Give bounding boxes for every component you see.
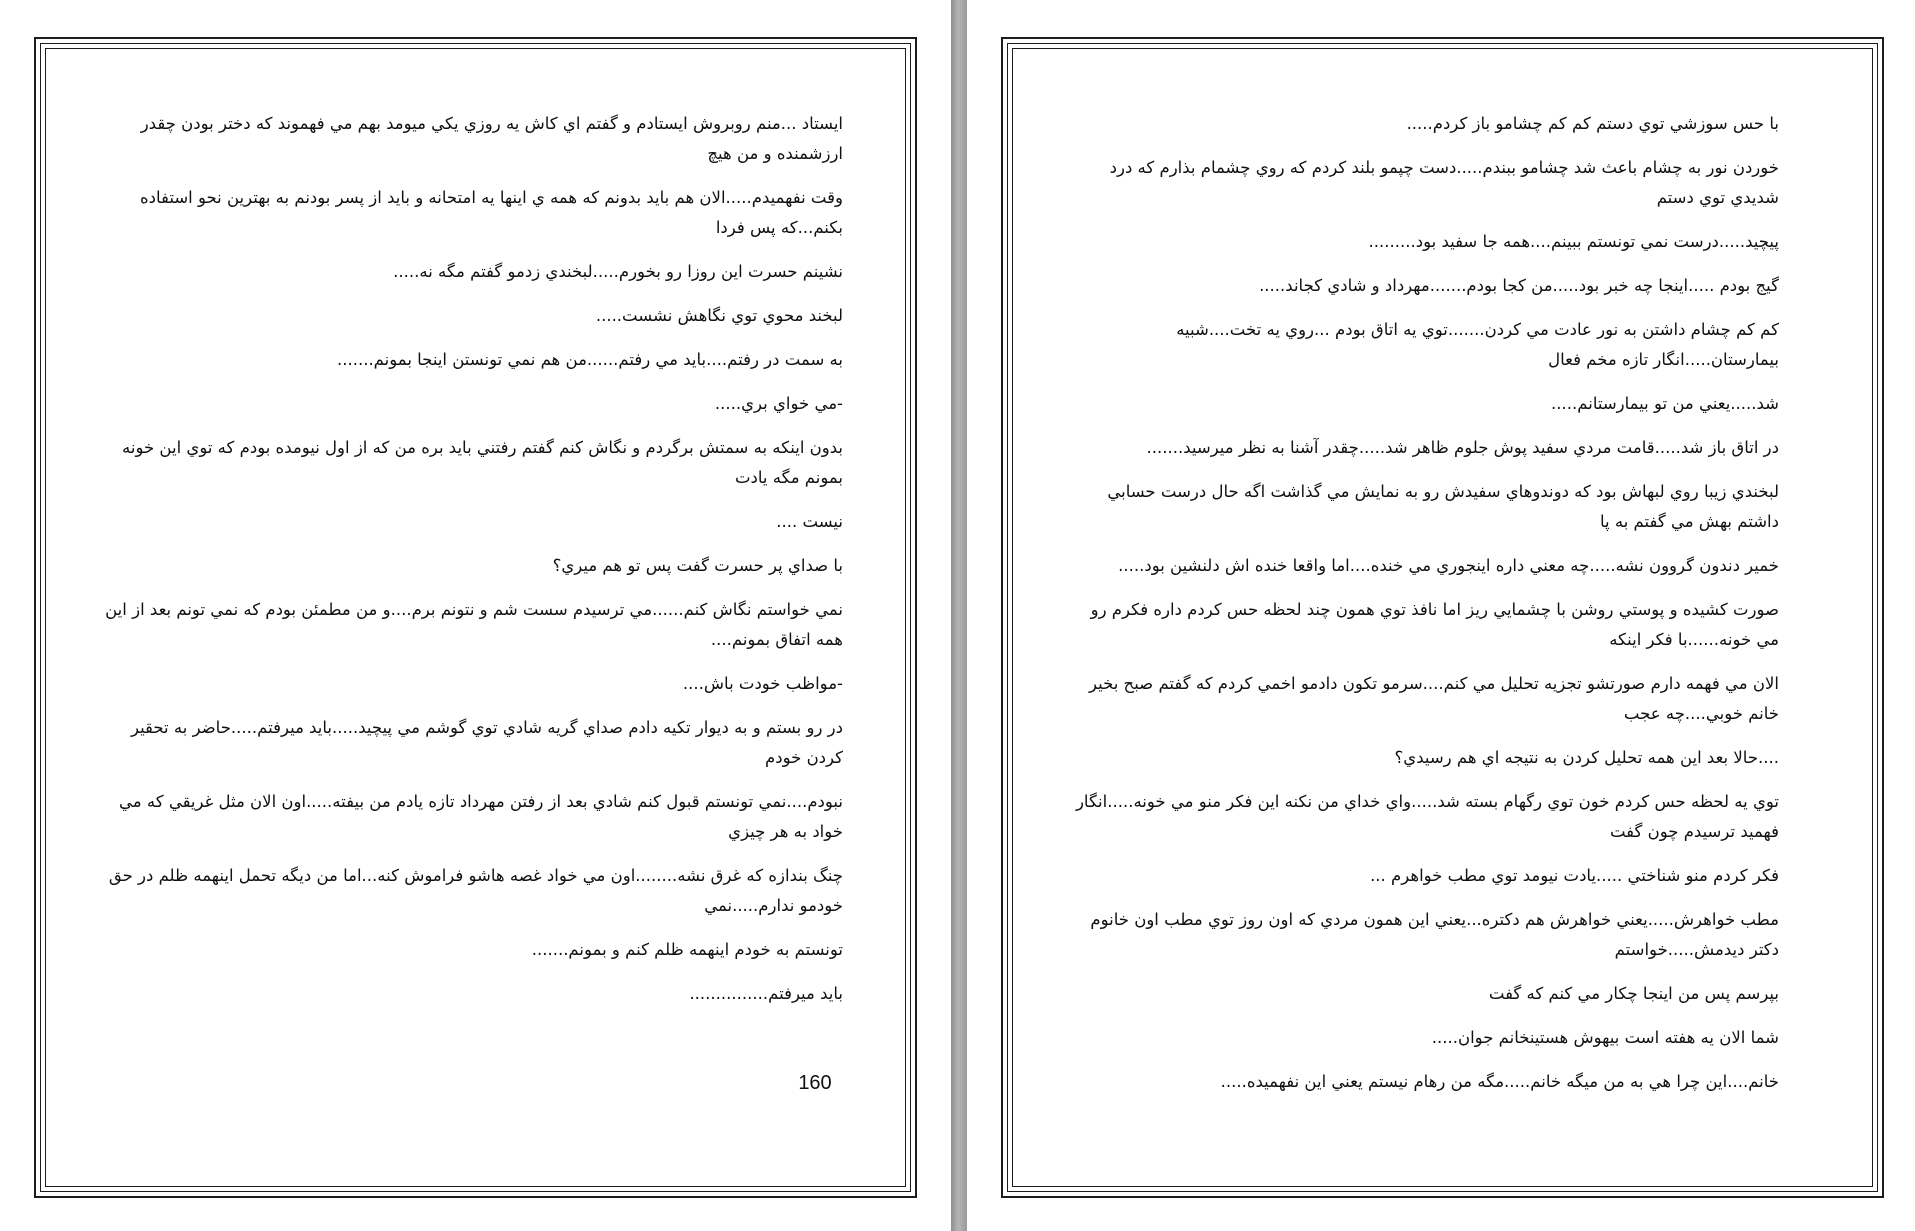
paragraph: نمي خواستم نگاش كنم......مي ترسيدم سست شم و نتونم برم....و من مطمئن بودم كه نمي تونم بعد از اين همه اتفاق بمونم....	[105, 600, 843, 649]
paragraph: بدون اينكه به سمتش برگردم و نگاش كنم گفتم رفتني بايد بره من كه از اول نيومده بودم كه توي اين خونه بمونم مگه يادت	[122, 438, 843, 487]
paragraph: -مي خواي بري.....	[714, 394, 843, 413]
paragraph: لبخندي زيبا روي لبهاش بود كه دوندوهاي سفيدش رو به نمايش مي گذاشت اگه حال درست حسابي داشتم بهش مي گفتم به پا	[1107, 482, 1779, 531]
paragraph: فكر كردم منو شناختي .....يادت نيومد توي مطب خواهرم ...	[1370, 866, 1779, 885]
paragraph: تونستم به خودم اينهمه ظلم كنم و بمونم.......	[531, 940, 843, 959]
paragraph: نيست ....	[776, 512, 843, 531]
paragraph: شما الان يه هفته است بيهوش هستينخانم جوان.....	[1431, 1028, 1779, 1047]
paragraph: ....حالا بعد اين همه تحليل كردن به نتيجه اي هم رسيدي؟	[1394, 748, 1779, 767]
paragraph: وقت نفهميدم.....الان هم بايد بدونم كه همه ي اينها يه امتحانه و بايد از پسر بودنم به بهترين نحو استفاده بكنم...كه پس فردا	[139, 188, 843, 237]
paragraph: كم كم چشام داشتن به نور عادت مي كردن.......توي يه اتاق بودم ...روي يه تخت....شبيه بيمارستان.....انگار تازه مخم فعال	[1176, 320, 1779, 369]
paragraph: بايد ميرفتم...............	[689, 984, 843, 1003]
paragraph: پيچيد.....درست نمي تونستم ببينم....همه جا سفيد بود.........	[1368, 232, 1779, 251]
paragraph: -مواظب خودت باش....	[682, 674, 843, 693]
paragraph: خانم....اين چرا هي به من ميگه خانم.....مگه من رهام نيستم يعني اين نفهميده.....	[1220, 1072, 1779, 1091]
paragraph: نبودم....نمي تونستم قبول كنم شادي بعد از رفتن مهرداد تازه يادم من بيفته.....اون الان مثل غريقي كه مي خواد به هر چيزي	[119, 792, 843, 841]
paragraph: به سمت در رفتم....بايد مي رفتم......من هم نمي تونستن اينجا بمونم.......	[336, 350, 843, 369]
paragraph: صورت كشيده و پوستي روشن با چشمايي ريز اما نافذ توي همون چند لحظه حس كردم داره فكرم رو مي خونه......با فكر اينكه	[1090, 600, 1779, 649]
paragraph: مطب خواهرش.....يعني خواهرش هم دكتره...يعني اين همون مردي كه اون روز توي مطب اون خانوم دكتر ديدمش.....خواستم	[1090, 910, 1779, 959]
left-page	[0, 0, 951, 1231]
paragraph: ايستاد ...منم روبروش ايستادم و گفتم اي كاش يه روزي يكي ميومد بهم مي فهموند كه دختر بودن چقدر ارزشمنده و من هيچ	[140, 114, 843, 163]
paragraph: توي يه لحظه حس كردم خون توي رگهام بسته شد.....واي خداي من نكنه اين فكر منو مي خونه.....انگار فهميد ترسيدم چون گفت	[1075, 792, 1779, 841]
paragraph: با صداي پر حسرت گفت پس تو هم ميري؟	[552, 556, 843, 575]
paragraph: شد.....يعني من تو بيمارستانم.....	[1551, 394, 1779, 413]
paragraph: چنگ بندازه كه غرق نشه........اون مي خواد غصه هاشو فراموش كنه...اما من ديگه تحمل اينهمه ظلم در حق خودمو ندارم.....نمي	[108, 866, 843, 915]
paragraph: در اتاق باز شد.....قامت مردي سفيد پوش جلوم ظاهر شد.....چقدر آشنا به نظر ميرسيد.......	[1146, 438, 1779, 457]
paragraph: خوردن نور به چشام باعث شد چشامو ببندم.....دست چپمو بلند كردم كه روي چشمام بذارم كه درد شديدي توي دستم	[1109, 158, 1779, 207]
right-page	[967, 0, 1915, 1231]
right-page-text	[1067, 109, 1779, 1111]
page-number: 160	[798, 1072, 832, 1094]
paragraph: لبخند محوي توي نگاهش نشست.....	[595, 306, 843, 325]
page-gutter	[951, 0, 967, 1231]
paragraph: خمير دندون گروون نشه.....چه معني داره اينجوري مي خنده....اما واقعا خنده اش دلنشين بود.....	[1118, 556, 1779, 575]
paragraph: نشينم حسرت اين روزا رو بخورم.....لبخندي زدمو گفتم مگه نه.....	[393, 262, 843, 281]
paragraph: بپرسم پس من اينجا چكار مي كنم كه گفت	[1488, 984, 1779, 1003]
paragraph: الان مي فهمه دارم صورتشو تجزيه تحليل مي كنم....سرمو تكون دادمو اخمي كردم كه گفتم صبح بخير خانم خوبي....چه عجب	[1088, 674, 1779, 723]
left-page-text	[95, 109, 843, 1023]
paragraph: با حس سوزشي توي دستم كم كم چشامو باز كردم.....	[1406, 114, 1779, 133]
paragraph: در رو بستم و به ديوار تكيه دادم صداي گريه شادي توي گوشم مي پيچيد.....بايد ميرفتم.....حاضر به تحقير كردن خودم	[130, 718, 843, 767]
paragraph: گيج بودم .....اينجا چه خبر بود.....من كجا بودم.......مهرداد و شادي كجاند.....	[1259, 276, 1779, 295]
